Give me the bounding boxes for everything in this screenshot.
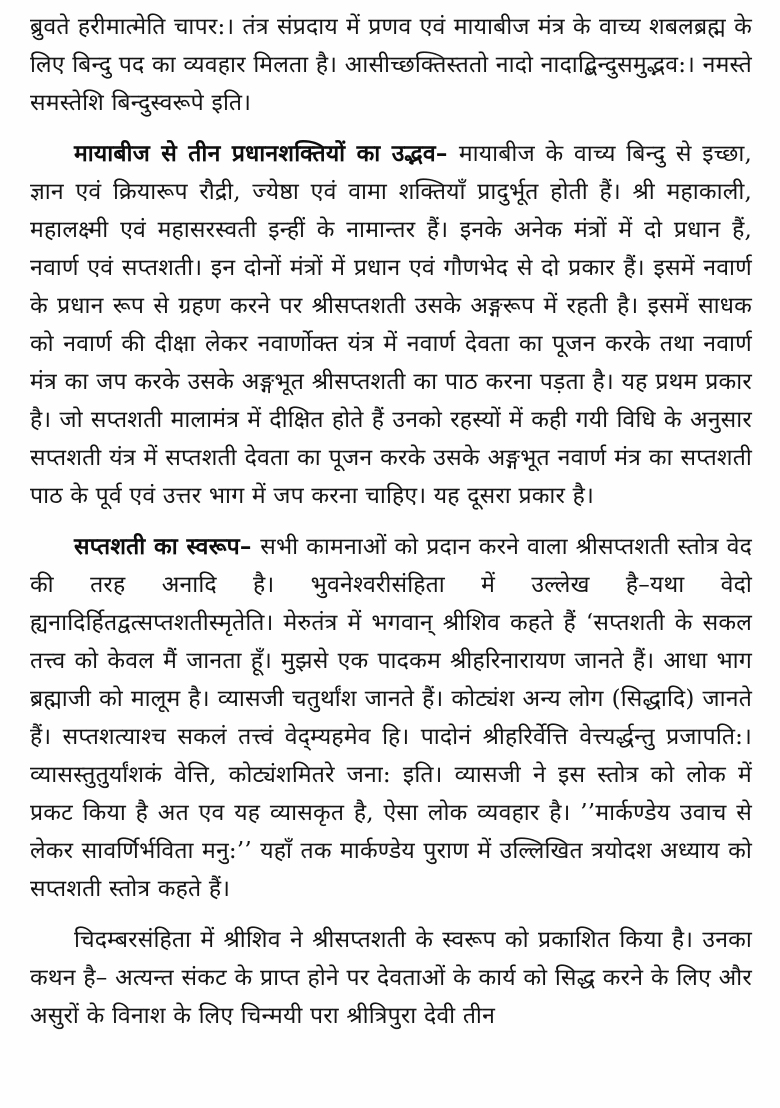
paragraph: सप्तशती का स्वरूप– सभी कामनाओं को प्रदान करने वाला श्रीसप्तशती स्तोत्र वेद की तरह अनादि है। भुवनेश्वरीसंहिता में उल्लेख है–यथा वेदो ह्यनादिर्हितद्वत्सप्तशतीस्मृतेति। मेरुतंत्र में भगवान् श्रीशिव कहते हैं ‘सप्तशती के सकल तत्त्व को केवल मैं जानता हूँ। मुझसे एक पादकम श्रीहरिनारायण जानते हैं। आधा भाग ब्रह्माजी को मालूम है। व्यासजी चतुर्थांश जानते हैं। कोट्यंश अन्य लोग (सिद्धादि) जानते हैं। सप्तशत्याश्च सकलं तत्त्वं वेद्म्यहमेव हि। पादोनं श्रीहरिर्वेत्ति वेत्त्यर्द्धन्तु प्रजापति:। व्यासस्तुतुर्यांशकं वेत्ति, कोट्यंशमितरे जना: इति। व्यासजी ने इस स्तोत्र को लोक में प्रकट किया है अत एव यह व्यासकृत है, ऐसा लोक व्यवहार है। ’’मार्कण्डेय उवाच से लेकर सावर्णिर्भविता मनु:’’ यहाँ तक मार्कण्डेय पुराण में उल्लिखित त्रयोदश अध्याय को सप्तशती स्तोत्र कहते हैं। bbox=[30, 533, 753, 902]
paragraph: चिदम्बरसंहिता में श्रीशिव ने श्रीसप्तशती के स्वरूप को प्रकाशित किया है। उनका कथन है– अत्यन्त संकट के प्राप्त होने पर देवताओं के कार्य को सिद्ध करने के लिए और असुरों के विनाश के लिए चिन्मयी परा श्रीत्रिपुरा देवी तीन bbox=[30, 927, 752, 1029]
page-body bbox=[30, 8, 752, 1035]
paragraph-heading: सप्तशती का स्वरूप– bbox=[74, 533, 261, 560]
paragraph-heading: मायाबीज से तीन प्रधानशक्तियों का उद्भव– bbox=[74, 140, 459, 167]
paragraph: मायाबीज से तीन प्रधानशक्तियों का उद्भव– मायाबीज के वाच्य बिन्दु से इच्छा, ज्ञान एवं क्रियारूप रौद्री, ज्येष्ठा एवं वामा शक्तियाँ प्रादुर्भूत होती हैं। श्री महाकाली, महालक्ष्मी एवं महासरस्वती इन्हीं के नामान्तर हैं। इनके अनेक मंत्रों में दो प्रधान हैं, नवार्ण एवं सप्तशती। इन दोनों मंत्रों में प्रधान एवं गौणभेद से दो प्रकार हैं। इसमें नवार्ण के प्रधान रूप से ग्रहण करने पर श्रीसप्तशती उसके अङ्गरूप में रहती है। इसमें साधक को नवार्ण की दीक्षा लेकर नवार्णोक्त यंत्र में नवार्ण देवता का पूजन करके तथा नवार्ण मंत्र का जप करके उसके अङ्गभूत श्रीसप्तशती का पाठ करना पड़ता है। यह प्रथम प्रकार है। जो सप्तशती मालामंत्र में दीक्षित होते हैं उनको रहस्यों में कही गयी विधि के अनुसार सप्तशती यंत्र में सप्तशती देवता का पूजन करके उसके अङ्गभूत नवार्ण मंत्र का सप्तशती पाठ के पूर्व एवं उत्तर भाग में जप करना चाहिए। यह दूसरा प्रकार है। bbox=[30, 140, 752, 509]
paragraph: ब्रुवते हरीमात्मेति चापर:। तंत्र संप्रदाय में प्रणव एवं मायाबीज मंत्र के वाच्य शबलब्रह्म के लिए बिन्दु पद का व्यवहार मिलता है। आसीच्छक्तिस्ततो नादो नादाद्बिन्दुसमुद्भव:। नमस्ते समस्तेशि बिन्दुस्वरूपे इति। bbox=[30, 14, 752, 116]
